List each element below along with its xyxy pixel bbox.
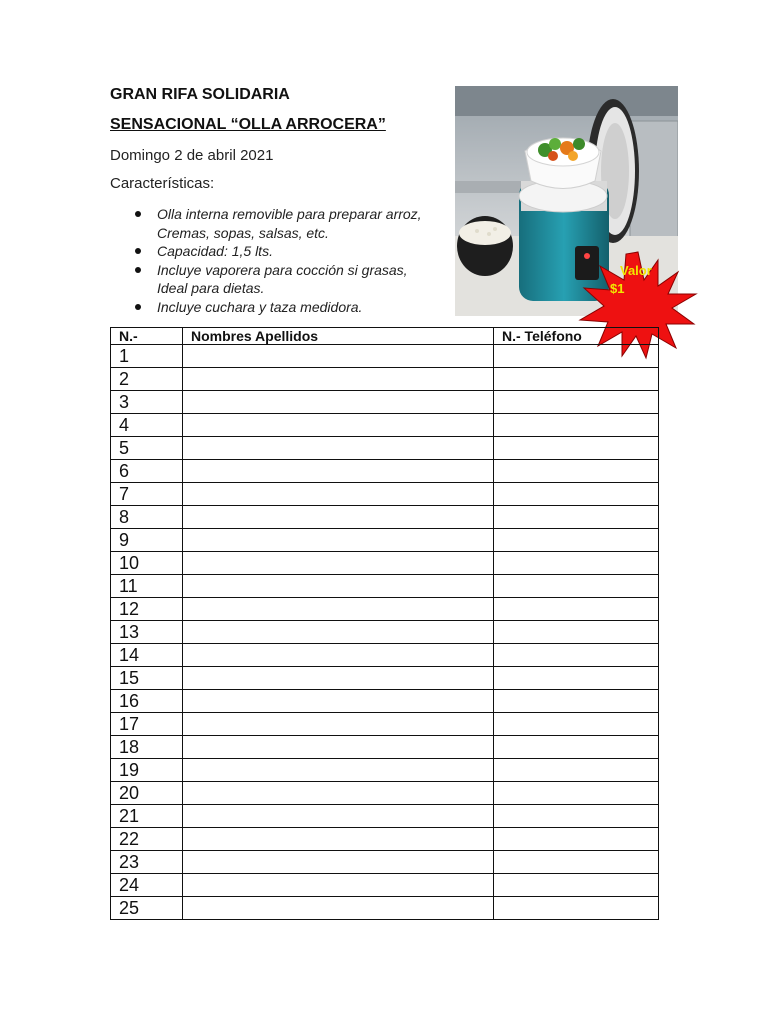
name-cell[interactable] — [183, 391, 494, 414]
phone-cell[interactable] — [494, 437, 659, 460]
feature-item — [135, 242, 455, 261]
feature-line: Capacidad: 1,5 lts. — [157, 243, 273, 259]
phone-cell[interactable] — [494, 782, 659, 805]
table-row — [111, 552, 659, 575]
phone-cell[interactable] — [494, 598, 659, 621]
feature-line: Incluye vaporera para cocción si grasas, — [157, 261, 408, 278]
name-cell[interactable] — [183, 851, 494, 874]
phone-cell[interactable] — [494, 805, 659, 828]
feature-line: Olla interna removible para preparar arroz, — [157, 206, 422, 222]
features-heading: Características: — [110, 175, 215, 192]
ticket-number: 25 — [111, 897, 183, 920]
name-cell[interactable] — [183, 460, 494, 483]
ticket-number: 1 — [111, 345, 183, 368]
name-cell[interactable] — [183, 667, 494, 690]
raffle-table — [110, 327, 659, 920]
ticket-number: 4 — [111, 414, 183, 437]
phone-cell[interactable] — [494, 460, 659, 483]
ticket-number: 24 — [111, 874, 183, 897]
raffle-subtitle: SENSACIONAL “OLLA ARROCERA” — [110, 116, 386, 133]
table-row — [111, 851, 659, 874]
ticket-number: 17 — [111, 713, 183, 736]
name-cell[interactable] — [183, 644, 494, 667]
ticket-number: 3 — [111, 391, 183, 414]
ticket-number: 13 — [111, 621, 183, 644]
table-row — [111, 437, 659, 460]
phone-cell[interactable] — [494, 667, 659, 690]
name-cell[interactable] — [183, 897, 494, 920]
table-row — [111, 598, 659, 621]
phone-cell[interactable] — [494, 828, 659, 851]
table-row — [111, 506, 659, 529]
ticket-number: 21 — [111, 805, 183, 828]
table-row — [111, 828, 659, 851]
table-row — [111, 621, 659, 644]
table-row — [111, 460, 659, 483]
table-row — [111, 897, 659, 920]
table-row — [111, 667, 659, 690]
table-row — [111, 483, 659, 506]
ticket-number: 23 — [111, 851, 183, 874]
feature-line: Incluye cuchara y taza medidora. — [157, 298, 363, 315]
name-cell[interactable] — [183, 437, 494, 460]
phone-cell[interactable] — [494, 552, 659, 575]
phone-cell[interactable] — [494, 368, 659, 391]
phone-cell[interactable] — [494, 621, 659, 644]
price-badge-label: Valor — [620, 263, 652, 278]
table-row — [111, 759, 659, 782]
name-cell[interactable] — [183, 506, 494, 529]
phone-cell[interactable] — [494, 529, 659, 552]
name-cell[interactable] — [183, 828, 494, 851]
column-header-phone: N.- Teléfono — [494, 328, 659, 345]
raffle-title: GRAN RIFA SOLIDARIA — [110, 86, 290, 103]
phone-cell[interactable] — [494, 414, 659, 437]
table-row — [111, 391, 659, 414]
name-cell[interactable] — [183, 414, 494, 437]
phone-cell[interactable] — [494, 506, 659, 529]
ticket-number: 5 — [111, 437, 183, 460]
name-cell[interactable] — [183, 874, 494, 897]
column-header-names: Nombres Apellidos — [183, 328, 494, 345]
phone-cell[interactable] — [494, 345, 659, 368]
phone-cell[interactable] — [494, 736, 659, 759]
name-cell[interactable] — [183, 690, 494, 713]
table-row — [111, 414, 659, 437]
feature-item — [135, 298, 455, 317]
table-row — [111, 713, 659, 736]
phone-cell[interactable] — [494, 575, 659, 598]
ticket-number: 2 — [111, 368, 183, 391]
feature-item — [135, 261, 455, 298]
table-row — [111, 805, 659, 828]
phone-cell[interactable] — [494, 690, 659, 713]
ticket-number: 12 — [111, 598, 183, 621]
table-row — [111, 690, 659, 713]
table-row — [111, 575, 659, 598]
name-cell[interactable] — [183, 368, 494, 391]
name-cell[interactable] — [183, 552, 494, 575]
ticket-number: 22 — [111, 828, 183, 851]
name-cell[interactable] — [183, 529, 494, 552]
name-cell[interactable] — [183, 713, 494, 736]
ticket-number: 6 — [111, 460, 183, 483]
name-cell[interactable] — [183, 345, 494, 368]
table-row — [111, 368, 659, 391]
table-row — [111, 736, 659, 759]
ticket-number: 16 — [111, 690, 183, 713]
raffle-date: Domingo 2 de abril 2021 — [110, 147, 274, 164]
ticket-number: 15 — [111, 667, 183, 690]
ticket-number: 14 — [111, 644, 183, 667]
name-cell[interactable] — [183, 598, 494, 621]
name-cell[interactable] — [183, 759, 494, 782]
table-row — [111, 345, 659, 368]
phone-cell[interactable] — [494, 713, 659, 736]
phone-cell[interactable] — [494, 391, 659, 414]
phone-cell[interactable] — [494, 644, 659, 667]
ticket-number: 9 — [111, 529, 183, 552]
ticket-number: 19 — [111, 759, 183, 782]
name-cell[interactable] — [183, 621, 494, 644]
price-badge-value: $1 — [610, 281, 625, 296]
ticket-number: 20 — [111, 782, 183, 805]
table-row — [111, 782, 659, 805]
feature-line: Ideal para dietas. — [157, 280, 265, 296]
ticket-number: 8 — [111, 506, 183, 529]
ticket-number: 11 — [111, 575, 183, 598]
table-row — [111, 644, 659, 667]
features-list — [135, 205, 455, 316]
phone-cell[interactable] — [494, 483, 659, 506]
feature-item — [135, 205, 455, 242]
name-cell[interactable] — [183, 575, 494, 598]
name-cell[interactable] — [183, 483, 494, 506]
phone-cell[interactable] — [494, 759, 659, 782]
ticket-number: 7 — [111, 483, 183, 506]
table-header-row — [111, 328, 659, 345]
phone-cell[interactable] — [494, 897, 659, 920]
phone-cell[interactable] — [494, 874, 659, 897]
table-row — [111, 529, 659, 552]
phone-cell[interactable] — [494, 851, 659, 874]
name-cell[interactable] — [183, 782, 494, 805]
ticket-number: 18 — [111, 736, 183, 759]
ticket-number: 10 — [111, 552, 183, 575]
table-row — [111, 874, 659, 897]
name-cell[interactable] — [183, 736, 494, 759]
feature-line: Cremas, sopas, salsas, etc. — [157, 224, 329, 241]
column-header-number: N.- — [111, 328, 183, 345]
name-cell[interactable] — [183, 805, 494, 828]
